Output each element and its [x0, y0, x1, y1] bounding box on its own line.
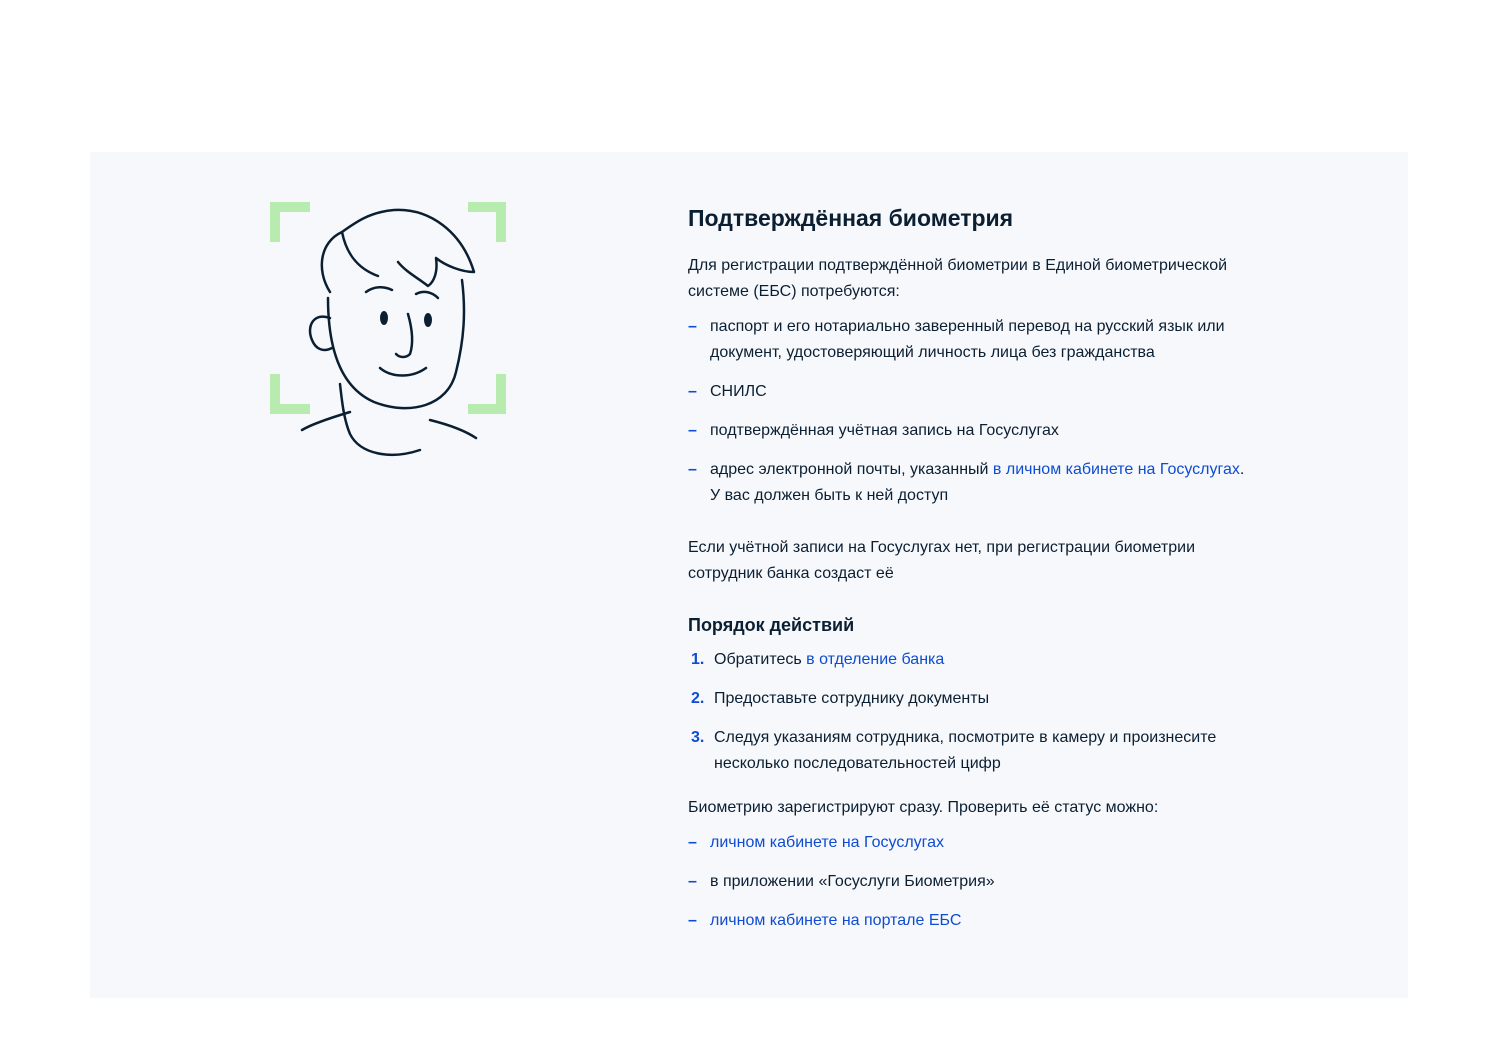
dash-marker: –	[688, 318, 697, 335]
status-app-text: в приложении «Госуслуги Биометрия»	[710, 873, 995, 890]
step-item	[688, 686, 1248, 712]
face-biometrics-icon	[270, 202, 510, 462]
dash-marker: –	[688, 422, 697, 439]
ebs-portal-account-link[interactable]: личном кабинете на портале ЕБС	[710, 912, 962, 929]
biometrics-card	[90, 152, 1408, 998]
step-text: Обратитесь	[714, 651, 807, 668]
list-item	[688, 908, 1248, 934]
dash-marker: –	[688, 461, 697, 478]
dash-marker: –	[688, 873, 697, 890]
no-account-note: Если учётной записи на Госуслугах нет, при регистрации биометрии сотрудник банка создаст её	[688, 539, 1196, 582]
step-number: 3.	[691, 729, 705, 746]
requirements-intro: Для регистрации подтверждённой биометрии в Единой биометрической системе (ЕБС) потребуются:	[688, 257, 1228, 300]
dash-marker: –	[688, 912, 697, 929]
list-item	[688, 457, 1248, 509]
steps-list	[688, 647, 1248, 777]
gosuslugi-account-link[interactable]: личном кабинете на Госуслугах	[710, 834, 945, 851]
step-text: Следуя указаниям сотрудника, посмотрите в камеру и произнесите несколько последовательностей цифр	[714, 729, 1217, 772]
step-number: 1.	[691, 651, 705, 668]
dash-marker: –	[688, 383, 697, 400]
status-list	[688, 830, 1248, 934]
biometrics-content	[688, 202, 1248, 947]
step-text: Предоставьте сотруднику документы	[714, 690, 990, 707]
requirement-email-suffix: . У вас должен быть к ней доступ	[710, 461, 1245, 504]
step-number: 2.	[691, 690, 705, 707]
page-title: Подтверждённая биометрия	[688, 205, 1014, 231]
step-item	[688, 725, 1248, 777]
bank-branch-link[interactable]: в отделение банка	[806, 651, 945, 668]
list-item	[688, 830, 1248, 856]
list-item	[688, 314, 1248, 366]
requirements-list	[688, 314, 1248, 509]
requirement-email-text: адрес электронной почты, указанный	[710, 461, 993, 478]
requirement-account: подтверждённая учётная запись на Госуслугах	[710, 422, 1059, 439]
list-item	[688, 379, 1248, 405]
status-intro: Биометрию зарегистрируют сразу. Проверить её статус можно:	[688, 799, 1159, 816]
dash-marker: –	[688, 834, 697, 851]
personal-account-gosuslugi-link[interactable]: в личном кабинете на Госуслугах	[992, 461, 1240, 478]
steps-title: Порядок действий	[688, 615, 855, 635]
face-drawing	[302, 210, 476, 455]
scan-frame	[275, 207, 501, 409]
requirement-passport: паспорт и его нотариально заверенный перевод на русский язык или документ, удостоверяющий личность лица без гражданства	[710, 318, 1225, 361]
list-item	[688, 418, 1248, 444]
step-item	[688, 647, 1248, 673]
requirement-snils: СНИЛС	[710, 383, 767, 400]
list-item	[688, 869, 1248, 895]
